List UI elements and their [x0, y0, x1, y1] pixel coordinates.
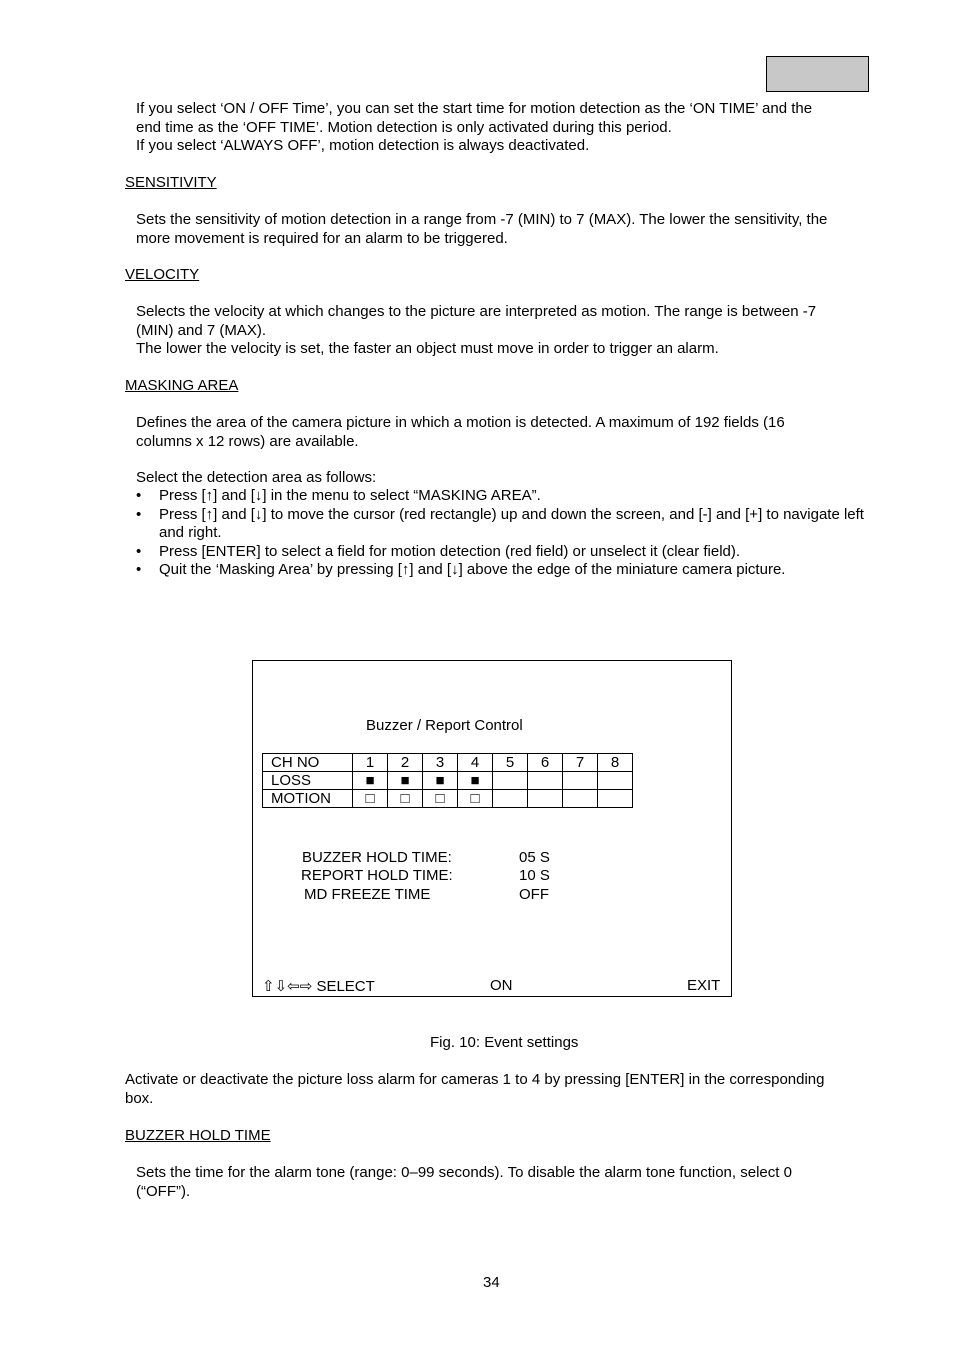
text-line: Sets the sensitivity of motion detection in a range from -7 (MIN) to 7 (MAX). The lower the sensitivity, the: [136, 211, 828, 228]
arrow-keys-icon: ⇧⇩⇦⇨: [262, 978, 313, 995]
motion-cell[interactable]: □: [353, 790, 388, 808]
text-line: If you select ‘ON / OFF Time’, you can set the start time for motion detection as the ‘ON TIME’ and the: [136, 100, 813, 117]
buzzer-hold-time-heading: BUZZER HOLD TIME: [125, 1127, 271, 1144]
velocity-heading: VELOCITY: [125, 266, 200, 283]
report-hold-time-label: REPORT HOLD TIME:: [301, 867, 453, 884]
md-freeze-time-label: MD FREEZE TIME: [304, 886, 431, 903]
buzzer-report-control-screen: [252, 660, 732, 997]
list-item: • Press [↑] and [↓] in the menu to select “MASKING AREA”.: [136, 487, 876, 506]
screen-title: Buzzer / Report Control: [366, 717, 523, 734]
channel-number: 2: [388, 754, 423, 772]
loss-cell[interactable]: [528, 772, 563, 790]
loss-cell[interactable]: ■: [423, 772, 458, 790]
motion-cell[interactable]: [493, 790, 528, 808]
buzzer-hold-time-label: BUZZER HOLD TIME:: [302, 849, 452, 866]
masking-area-paragraph: [136, 414, 886, 451]
text-line: Sets the time for the alarm tone (range: 0–99 seconds). To disable the alarm tone function, select 0: [136, 1164, 792, 1181]
motion-cell[interactable]: [528, 790, 563, 808]
text-line: Defines the area of the camera picture in which a motion is detected. A maximum of 192 fields (16: [136, 414, 785, 431]
figure-caption: Fig. 10: Event settings: [430, 1034, 579, 1051]
loss-cell[interactable]: [493, 772, 528, 790]
text-line: Activate or deactivate the picture loss alarm for cameras 1 to 4 by pressing [ENTER] in the corresponding: [125, 1071, 825, 1088]
loss-cell[interactable]: [563, 772, 598, 790]
select-label: SELECT: [316, 978, 375, 995]
channel-number: 8: [598, 754, 633, 772]
ch-no-label: CH NO: [263, 754, 353, 772]
channel-table: [262, 753, 633, 808]
header-tab-box: [766, 56, 869, 92]
text-line: end time as the ‘OFF TIME’. Motion detection is only activated during this period.: [136, 118, 672, 136]
velocity-paragraph: [136, 303, 886, 359]
page-number: 34: [483, 1274, 500, 1291]
text-line: box.: [125, 1089, 154, 1107]
channel-number: 4: [458, 754, 493, 772]
motion-cell[interactable]: [563, 790, 598, 808]
list-item: • Quit the ‘Masking Area’ by pressing [↑] and [↓] above the edge of the miniature camera picture.: [136, 561, 876, 580]
list-item: • Press [ENTER] to select a field for motion detection (red field) or unselect it (clear field).: [136, 543, 876, 562]
text-line: more movement is required for an alarm to be triggered.: [136, 229, 508, 247]
channel-number: 5: [493, 754, 528, 772]
loss-label: LOSS: [263, 772, 353, 790]
loss-cell[interactable]: ■: [353, 772, 388, 790]
on-button[interactable]: ON: [490, 977, 513, 994]
masking-area-steps: [136, 487, 876, 580]
md-freeze-time-value[interactable]: OFF: [519, 886, 549, 903]
text-line: columns x 12 rows) are available.: [136, 432, 359, 450]
intro-paragraph: [136, 100, 886, 156]
exit-button[interactable]: EXIT: [687, 977, 721, 994]
motion-cell[interactable]: □: [458, 790, 493, 808]
buzzer-hold-time-paragraph: [136, 1164, 886, 1201]
motion-cell[interactable]: □: [388, 790, 423, 808]
list-item: • Press [↑] and [↓] to move the cursor (red rectangle) up and down the screen, and [-] and [+] to navigate left and right.: [136, 506, 876, 543]
text-line: If you select ‘ALWAYS OFF’, motion detection is always deactivated.: [136, 137, 590, 154]
motion-cell[interactable]: □: [423, 790, 458, 808]
sensitivity-heading: SENSITIVITY: [125, 174, 217, 191]
sensitivity-paragraph: [136, 211, 886, 248]
channel-number: 6: [528, 754, 563, 772]
table-row: [263, 754, 633, 772]
loss-cell[interactable]: ■: [388, 772, 423, 790]
loss-cell[interactable]: ■: [458, 772, 493, 790]
text-line: The lower the velocity is set, the faster an object must move in order to trigger an alarm.: [136, 340, 719, 357]
channel-number: 7: [563, 754, 598, 772]
select-hint: [262, 977, 375, 995]
motion-cell[interactable]: [598, 790, 633, 808]
text-line: (MIN) and 7 (MAX).: [136, 321, 267, 339]
motion-label: MOTION: [263, 790, 353, 808]
channel-number: 1: [353, 754, 388, 772]
loss-alarm-paragraph: [125, 1071, 885, 1108]
masking-area-heading: MASKING AREA: [125, 377, 239, 394]
text-line: (“OFF”).: [136, 1182, 191, 1200]
masking-area-intro: Select the detection area as follows:: [136, 469, 377, 486]
loss-cell[interactable]: [598, 772, 633, 790]
report-hold-time-value[interactable]: 10 S: [519, 867, 550, 884]
buzzer-hold-time-value[interactable]: 05 S: [519, 849, 550, 866]
channel-number: 3: [423, 754, 458, 772]
text-line: Selects the velocity at which changes to the picture are interpreted as motion. The range is between -7: [136, 303, 817, 320]
table-row: [263, 772, 633, 790]
table-row: [263, 790, 633, 808]
